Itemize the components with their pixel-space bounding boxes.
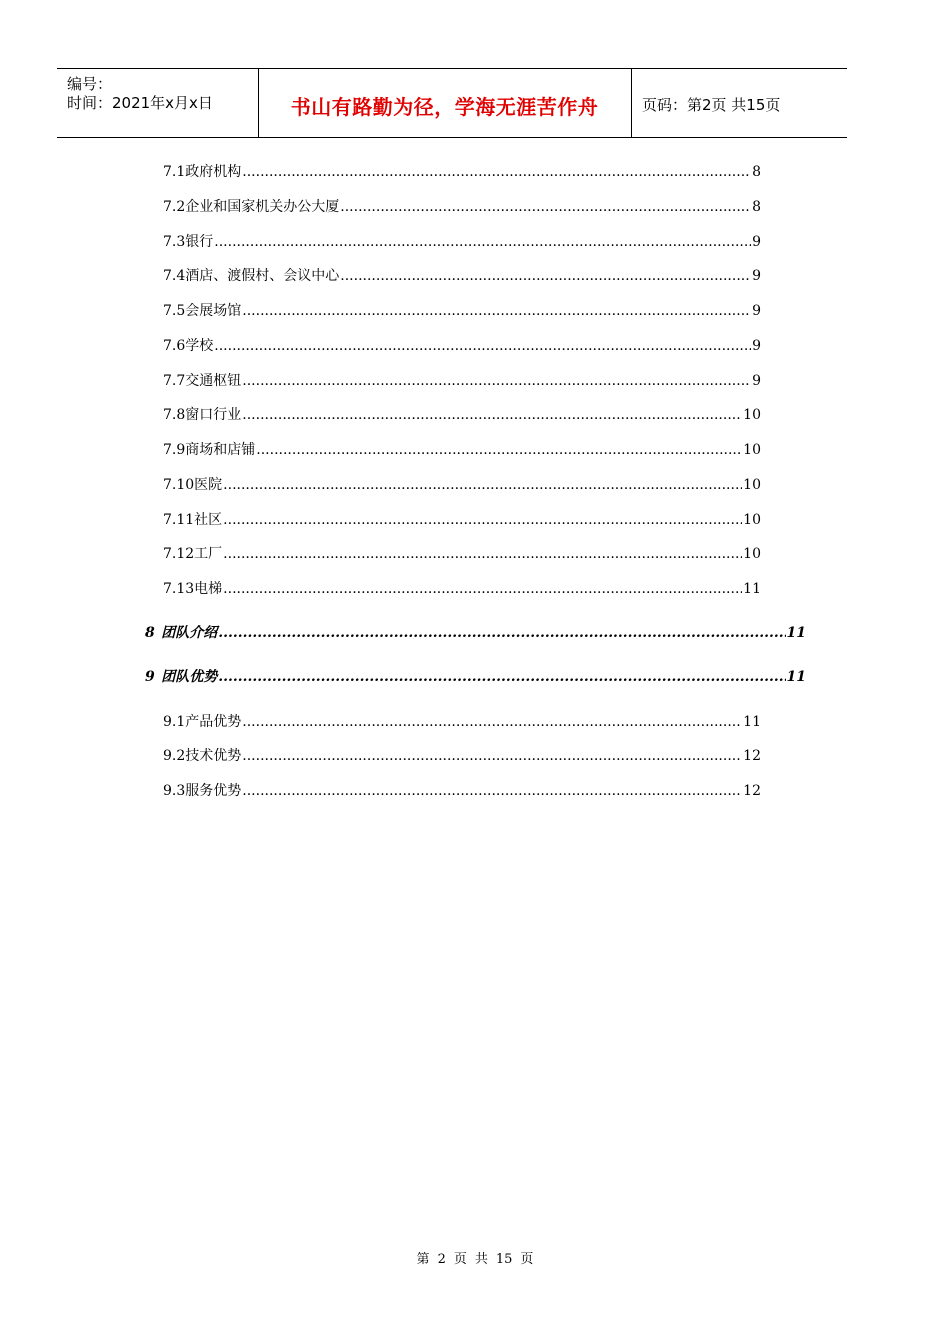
- toc-entry-page: 10: [743, 546, 761, 562]
- toc-entry-page: 11: [743, 581, 761, 597]
- toc-entry-title: 政府机构: [185, 164, 242, 180]
- toc-entry-number: 7.5: [163, 303, 186, 319]
- footer-page-number: 2: [437, 1252, 446, 1267]
- toc-entry-number: 9.3: [163, 783, 186, 799]
- toc-entry[interactable]: [163, 780, 761, 800]
- toc-entry[interactable]: [145, 622, 806, 642]
- toc-dot-leader: [223, 512, 742, 528]
- toc-dot-leader: [223, 581, 742, 597]
- toc-entry-page: 10: [743, 477, 761, 493]
- toc-dot-leader: [256, 442, 742, 458]
- toc-dot-leader: [242, 748, 742, 764]
- toc-entry-title: 银行: [185, 234, 214, 250]
- toc-dot-leader: [242, 407, 742, 423]
- toc-entry-title: 团队优势: [161, 669, 218, 685]
- toc-dot-leader: [340, 199, 751, 215]
- toc-entry-page: 10: [743, 512, 761, 528]
- footer-total-pages: 15: [495, 1252, 513, 1267]
- toc-entry-page: 12: [743, 748, 761, 764]
- toc-entry[interactable]: [145, 666, 806, 686]
- toc-entry[interactable]: [163, 161, 761, 181]
- page-header: [57, 68, 847, 138]
- toc-entry[interactable]: [163, 439, 761, 459]
- toc-entry-number: 7.1: [163, 164, 186, 180]
- toc-dot-leader: [218, 669, 785, 685]
- toc-entry-title: 技术优势: [185, 748, 242, 764]
- toc-entry-title: 酒店、渡假村、会议中心: [185, 268, 340, 284]
- toc-entry-page: 9: [752, 373, 761, 389]
- toc-entry-title: 医院: [194, 477, 223, 493]
- toc-entry-page: 8: [752, 199, 761, 215]
- toc-entry-title: 产品优势: [185, 714, 242, 730]
- toc-entry-number: 7.2: [163, 199, 186, 215]
- toc-entry-number: 7.10: [163, 477, 195, 493]
- time-label: 时间：2021年x月x日: [67, 94, 213, 112]
- toc-entry[interactable]: [163, 196, 761, 216]
- toc-dot-leader: [340, 268, 751, 284]
- page-number-label: 页码：第2页 共15页: [642, 96, 781, 114]
- toc-dot-leader: [223, 477, 742, 493]
- toc-entry[interactable]: [163, 711, 761, 731]
- toc-entry-page: 12: [743, 783, 761, 799]
- toc-entry[interactable]: [163, 474, 761, 494]
- toc-dot-leader: [242, 714, 742, 730]
- footer-di: 第: [416, 1252, 430, 1267]
- toc-entry-title: 企业和国家机关办公大厦: [185, 199, 340, 215]
- toc-dot-leader: [218, 625, 785, 641]
- toc-dot-leader: [242, 783, 742, 799]
- toc-entry[interactable]: [163, 509, 761, 529]
- toc-entry[interactable]: [163, 300, 761, 320]
- toc-entry-title: 社区: [194, 512, 223, 528]
- toc-dot-leader: [242, 164, 751, 180]
- toc-entry-title: 交通枢钮: [185, 373, 242, 389]
- toc-entry[interactable]: [163, 543, 761, 563]
- toc-entry-number: 8: [145, 625, 155, 641]
- toc-entry-page: 9: [752, 338, 761, 354]
- toc-entry-title: 电梯: [194, 581, 223, 597]
- toc-entry-page: 11: [743, 714, 761, 730]
- toc-entry-title: 团队介绍: [161, 625, 218, 641]
- footer-gong: 共: [474, 1252, 488, 1267]
- toc-entry[interactable]: [163, 404, 761, 424]
- motto-text: 书山有路勤为径，学海无涯苦作舟: [290, 95, 599, 119]
- toc-entry-number: 7.8: [163, 407, 186, 423]
- toc-entry-title: 工厂: [194, 546, 223, 562]
- page-footer: [0, 1248, 950, 1267]
- toc-dot-leader: [242, 303, 751, 319]
- toc-entry-number: 7.11: [163, 512, 195, 528]
- toc-entry-page: 11: [786, 625, 806, 641]
- toc-entry[interactable]: [163, 335, 761, 355]
- toc-entry[interactable]: [163, 265, 761, 285]
- toc-entry-title: 商场和店铺: [185, 442, 256, 458]
- toc-entry-title: 窗口行业: [185, 407, 242, 423]
- toc-entry-page: 11: [786, 669, 806, 685]
- toc-entry[interactable]: [163, 370, 761, 390]
- toc-entry-number: 7.13: [163, 581, 195, 597]
- toc-entry-number: 9: [145, 669, 155, 685]
- number-label: 编号：: [67, 75, 113, 93]
- toc-entry-title: 服务优势: [185, 783, 242, 799]
- toc-dot-leader: [242, 373, 751, 389]
- toc-entry-page: 10: [743, 442, 761, 458]
- toc-entry-number: 7.6: [163, 338, 186, 354]
- toc-dot-leader: [214, 234, 751, 250]
- toc-dot-leader: [214, 338, 751, 354]
- toc-entry[interactable]: [163, 578, 761, 598]
- toc-entry-number: 9.1: [163, 714, 186, 730]
- toc-entry-page: 9: [752, 234, 761, 250]
- toc-entry-page: 10: [743, 407, 761, 423]
- header-right-cell: [632, 69, 847, 137]
- toc-entry[interactable]: [163, 745, 761, 765]
- footer-ye: 页: [520, 1252, 534, 1267]
- toc-entry-number: 7.3: [163, 234, 186, 250]
- toc-entry-number: 7.4: [163, 268, 186, 284]
- toc-entry-page: 9: [752, 303, 761, 319]
- toc-entry-title: 会展场馆: [185, 303, 242, 319]
- toc-entry[interactable]: [163, 231, 761, 251]
- toc-entry-number: 7.7: [163, 373, 186, 389]
- toc-entry-title: 学校: [185, 338, 214, 354]
- toc-entry-number: 9.2: [163, 748, 186, 764]
- footer-ye: 页: [453, 1252, 467, 1267]
- header-middle-cell: [258, 69, 632, 137]
- toc-entry-number: 7.12: [163, 546, 195, 562]
- toc-entry-page: 8: [752, 164, 761, 180]
- toc-entry-page: 9: [752, 268, 761, 284]
- toc-dot-leader: [223, 546, 742, 562]
- toc-entry-number: 7.9: [163, 442, 186, 458]
- header-left-cell: [57, 69, 259, 137]
